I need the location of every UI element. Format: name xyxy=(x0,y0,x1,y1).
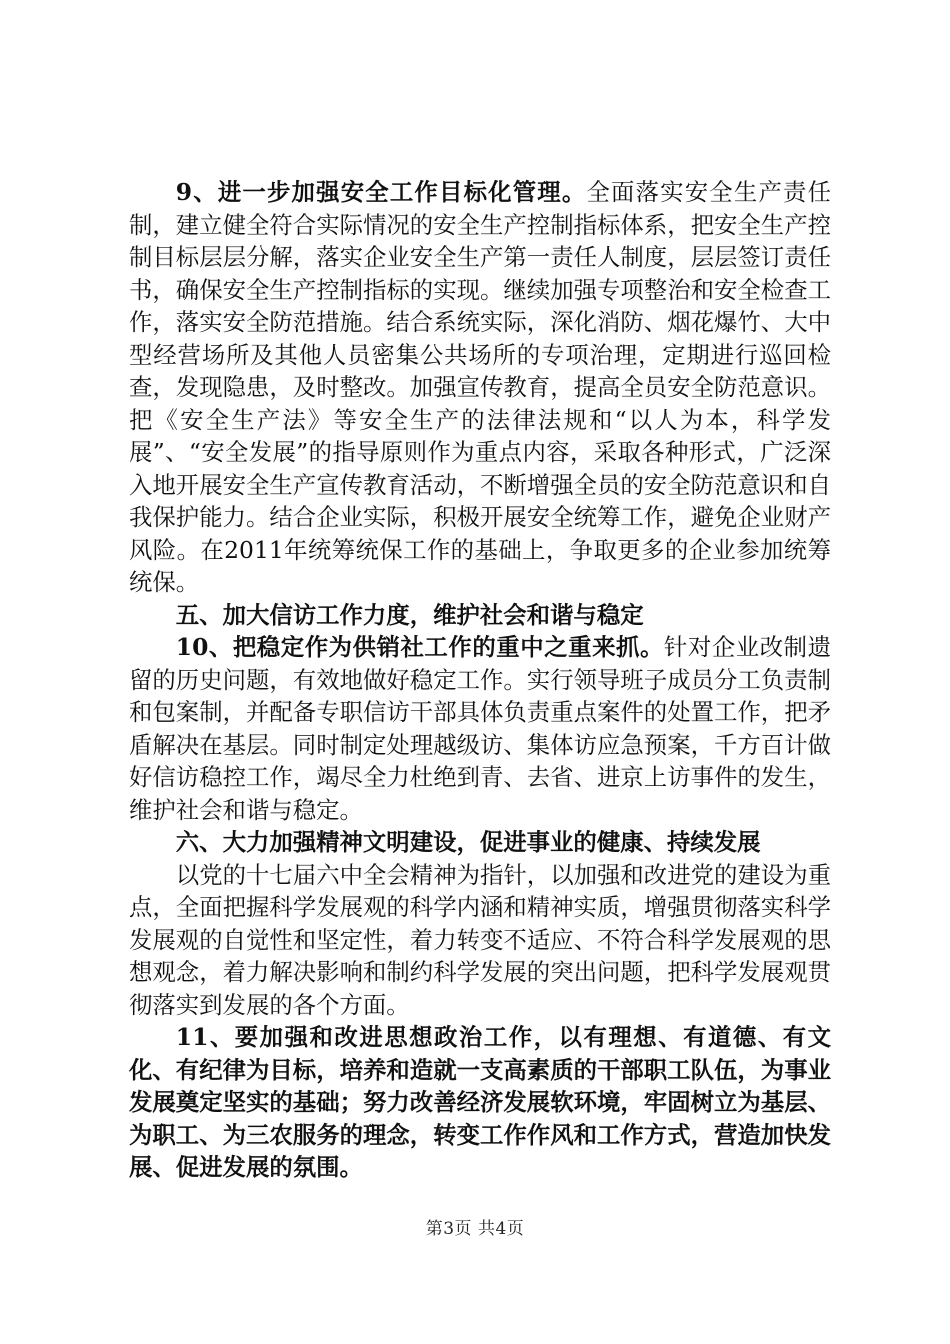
section-heading-5: 五、加大信访工作力度，维护社会和谐与稳定 xyxy=(175,600,644,629)
page-number-footer: 第3页 共4页 xyxy=(425,1219,525,1239)
item-11-text: 11、要加强和改进思想政治工作，以有理想、有道德、有文化、有纪律为目标，培养和造就一支高素质的干部职工队伍，为事业发展奠定坚实的基础；努力改善经济发展软环境，牢固树立为基层、为职工、为三农服务的理念，转变工作作风和工作方式，营造加快发展、促进发展的氛围。 xyxy=(129,1023,831,1181)
item-10-text: 针对企业改制遗留的历史问题，有效地做好稳定工作。实行领导班子成员分工负责制和包案制，并配备专职信访干部具体负责重点案件的处置工作，把矛盾解决在基层。同时制定处理越级访、集体访应急预案，千方百计做好信访稳控工作，竭尽全力杜绝到青、去省、进京上访事件的发生，维护社会和谐与稳定。 xyxy=(129,633,831,824)
paragraph-section-6-intro xyxy=(129,859,831,1022)
item-9-heading: 9、进一步加强安全工作目标化管理。 xyxy=(175,178,587,206)
paragraph-item-11 xyxy=(129,1021,831,1184)
item-9-text: 全面落实安全生产责任制，建立健全符合实际情况的安全生产控制指标体系，把安全生产控制目标层层分解，落实企业安全生产第一责任人制度，层层签订责任书，确保安全生产控制指标的实现。继续加强专项整治和安全检查工作，落实安全防范措施。结合系统实际，深化消防、烟花爆竹、大中型经营场所及其他人员密集公共场所的专项治理，定期进行巡回检查，发现隐患，及时整改。加强宣传教育，提高全员安全防范意识。把《安全生产法》等安全生产的法律法规和“以人为本，科学发展”、“安全发展”的指导原则作为重点内容，采取各种形式，广泛深入地开展安全生产宣传教育活动，不断增强全员的安全防范意识和自我保护能力。结合企业实际，积极开展安全统筹工作，避免企业财产风险。在2011年统筹统保工作的基础上，争取更多的企业参加统筹统保。 xyxy=(129,178,831,596)
section-6-intro-text: 以党的十七届六中全会精神为指针，以加强和改进党的建设为重点，全面把握科学发展观的科学内涵和精神实质，增强贯彻落实科学发展观的自觉性和坚定性，着力转变不适应、不符合科学发展观的思想观念，着力解决影响和制约科学发展的突出问题，把科学发展观贯彻落实到发展的各个方面。 xyxy=(129,860,831,1019)
paragraph-item-10 xyxy=(129,631,831,826)
section-heading-6: 六、大力加强精神文明建设，促进事业的健康、持续发展 xyxy=(175,828,761,856)
document-body xyxy=(129,176,831,1184)
item-10-heading: 10、把稳定作为供销社工作的重中之重来抓。 xyxy=(175,633,664,661)
paragraph-item-9 xyxy=(129,176,831,599)
